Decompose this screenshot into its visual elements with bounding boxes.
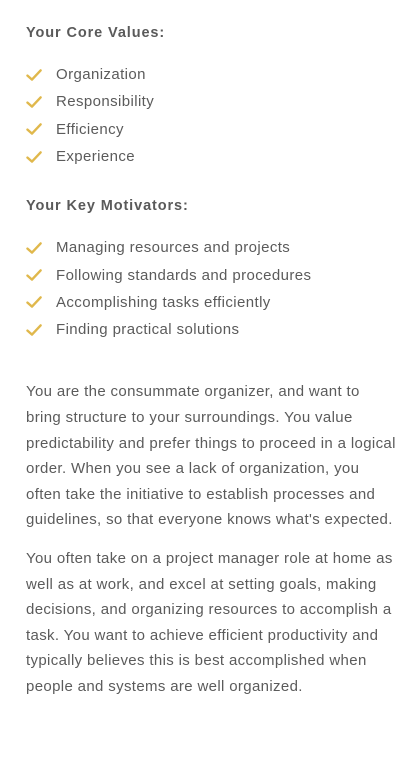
core-value-item — [26, 88, 398, 115]
core-value-item — [26, 143, 398, 170]
core-values-list — [26, 61, 398, 170]
core-value-label: Organization — [56, 66, 146, 84]
check-icon — [26, 294, 42, 310]
description-paragraph: You are the consummate organizer, and want to bring structure to your surroundings. You value predictability and prefer things to proceed in a logical order. When you see a lack of organization, you often take the initiative to establish processes and guidelines, so that everyone knows what's expected. — [26, 383, 396, 529]
check-icon — [26, 240, 42, 256]
motivator-item — [26, 261, 398, 288]
key-motivators-list — [26, 234, 398, 343]
core-value-label: Efficiency — [56, 120, 124, 138]
check-icon — [26, 67, 42, 83]
description-paragraph: You often take on a project manager role at home as well as at work, and excel at setting goals, making decisions, and organizing resources to accomplish a task. You want to achieve efficient productivity and typically believes this is best accomplished when people and systems are well organized. — [26, 549, 393, 695]
motivator-label: Following standards and procedures — [56, 266, 312, 284]
motivator-item — [26, 234, 398, 261]
core-value-item — [26, 61, 398, 88]
core-value-label: Responsibility — [56, 93, 155, 111]
core-value-label: Experience — [56, 148, 136, 166]
motivator-item — [26, 289, 398, 316]
motivator-label: Accomplishing tasks efficiently — [56, 293, 271, 311]
key-motivators-heading: Your Key Motivators: — [26, 198, 189, 215]
motivator-label: Finding practical solutions — [56, 321, 240, 339]
check-icon — [26, 149, 42, 165]
core-values-heading: Your Core Values: — [26, 25, 166, 41]
core-value-item — [26, 116, 398, 143]
motivator-item — [26, 316, 398, 343]
check-icon — [26, 267, 42, 283]
check-icon — [26, 121, 42, 137]
check-icon — [26, 94, 42, 110]
check-icon — [26, 322, 42, 338]
motivator-label: Managing resources and projects — [56, 239, 291, 257]
